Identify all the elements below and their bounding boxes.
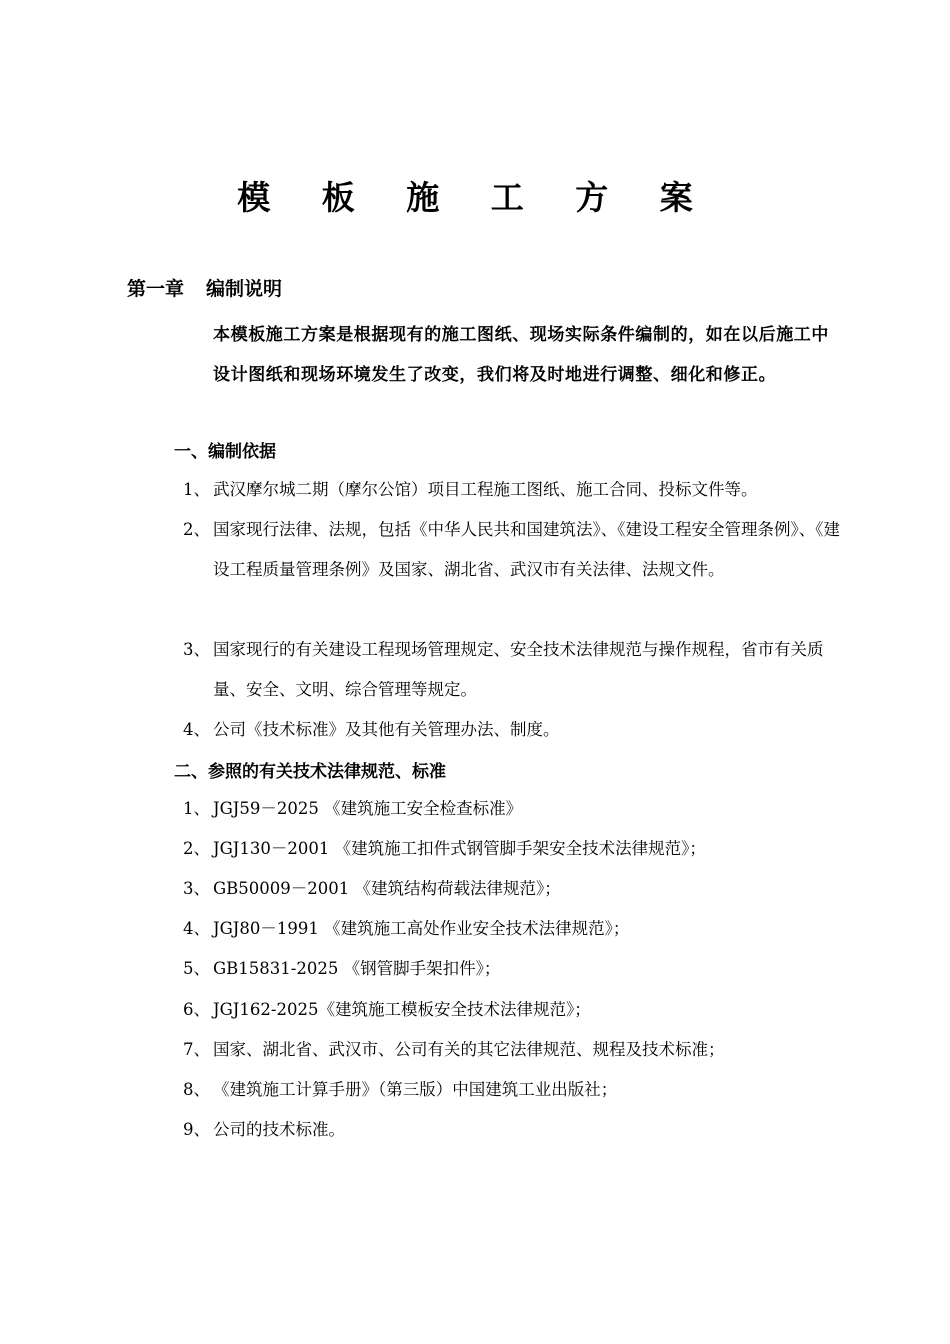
item-number: 1、	[183, 799, 210, 818]
item-number: 2、	[183, 520, 210, 539]
item-text: 国家现行法律、法规，包括《中华人民共和国建筑法》、《建设工程安全管理条例》、《建设工程质量管理条例》及国家、湖北省、武汉市有关法律、法规文件。	[213, 520, 840, 579]
item-number: 4、	[183, 720, 210, 739]
item-text: JGJ162-2025《建筑施工模板安全技术法律规范》；	[213, 1000, 591, 1019]
item-number: 5、	[183, 959, 210, 978]
item-number: 9、	[183, 1120, 210, 1139]
item-text: 《建筑施工计算手册》（第三版）中国建筑工业出版社；	[213, 1080, 618, 1099]
item-number: 6、	[183, 1000, 210, 1019]
standard-item	[183, 1110, 843, 1150]
item-text: JGJ59－2025 《建筑施工安全检查标准》	[213, 799, 523, 818]
item-number: 3、	[183, 879, 210, 898]
standard-item	[183, 1030, 843, 1070]
item-text: 公司的技术标准。	[213, 1120, 345, 1139]
standard-item	[183, 990, 843, 1030]
document-title: 模 板 施 工 方 案	[237, 178, 713, 217]
item-text: GB50009－2001 《建筑结构荷载法律规范》；	[213, 879, 561, 898]
item-text: 国家、湖北省、武汉市、公司有关的其它法律规范、规程及技术标准；	[213, 1040, 725, 1059]
standard-item	[183, 949, 843, 989]
chapter-number: 第一章	[127, 278, 185, 300]
item-text: 武汉摩尔城二期（摩尔公馆）项目工程施工图纸、施工合同、投标文件等。	[213, 480, 758, 499]
section-heading-basis: 一、编制依据	[174, 442, 276, 462]
section-heading-standards: 二、参照的有关技术法律规范、标准	[174, 762, 446, 782]
chapter-heading	[127, 275, 282, 303]
item-number: 1、	[183, 480, 210, 499]
item-text: 公司《技术标准》及其他有关管理办法、制度。	[213, 720, 560, 739]
item-number: 3、	[183, 640, 210, 659]
basis-item	[183, 710, 843, 750]
standard-item	[183, 909, 843, 949]
standard-item	[183, 829, 843, 869]
chapter-name: 编制说明	[206, 278, 283, 300]
item-number: 8、	[183, 1080, 210, 1099]
item-number: 7、	[183, 1040, 210, 1059]
item-number: 4、	[183, 919, 210, 938]
item-text: GB15831-2025 《钢管脚手架扣件》；	[213, 959, 501, 978]
basis-item	[183, 630, 843, 710]
intro-paragraph: 本模板施工方案是根据现有的施工图纸、现场实际条件编制的，如在以后施工中设计图纸和现场环境发生了改变，我们将及时地进行调整、细化和修正。	[213, 325, 829, 385]
item-text: 国家现行的有关建设工程现场管理规定、安全技术法律规范与操作规程，省市有关质量、安全、文明、综合管理等规定。	[213, 640, 824, 699]
standard-item	[183, 1070, 843, 1110]
basis-item	[183, 470, 843, 510]
item-text: JGJ80－1991 《建筑施工高处作业安全技术法律规范》；	[213, 919, 630, 938]
item-number: 2、	[183, 839, 210, 858]
item-text: JGJ130－2001 《建筑施工扣件式钢管脚手架安全技术法律规范》；	[213, 839, 706, 858]
basis-item	[183, 510, 843, 590]
standard-item	[183, 869, 843, 909]
standard-item	[183, 789, 843, 829]
